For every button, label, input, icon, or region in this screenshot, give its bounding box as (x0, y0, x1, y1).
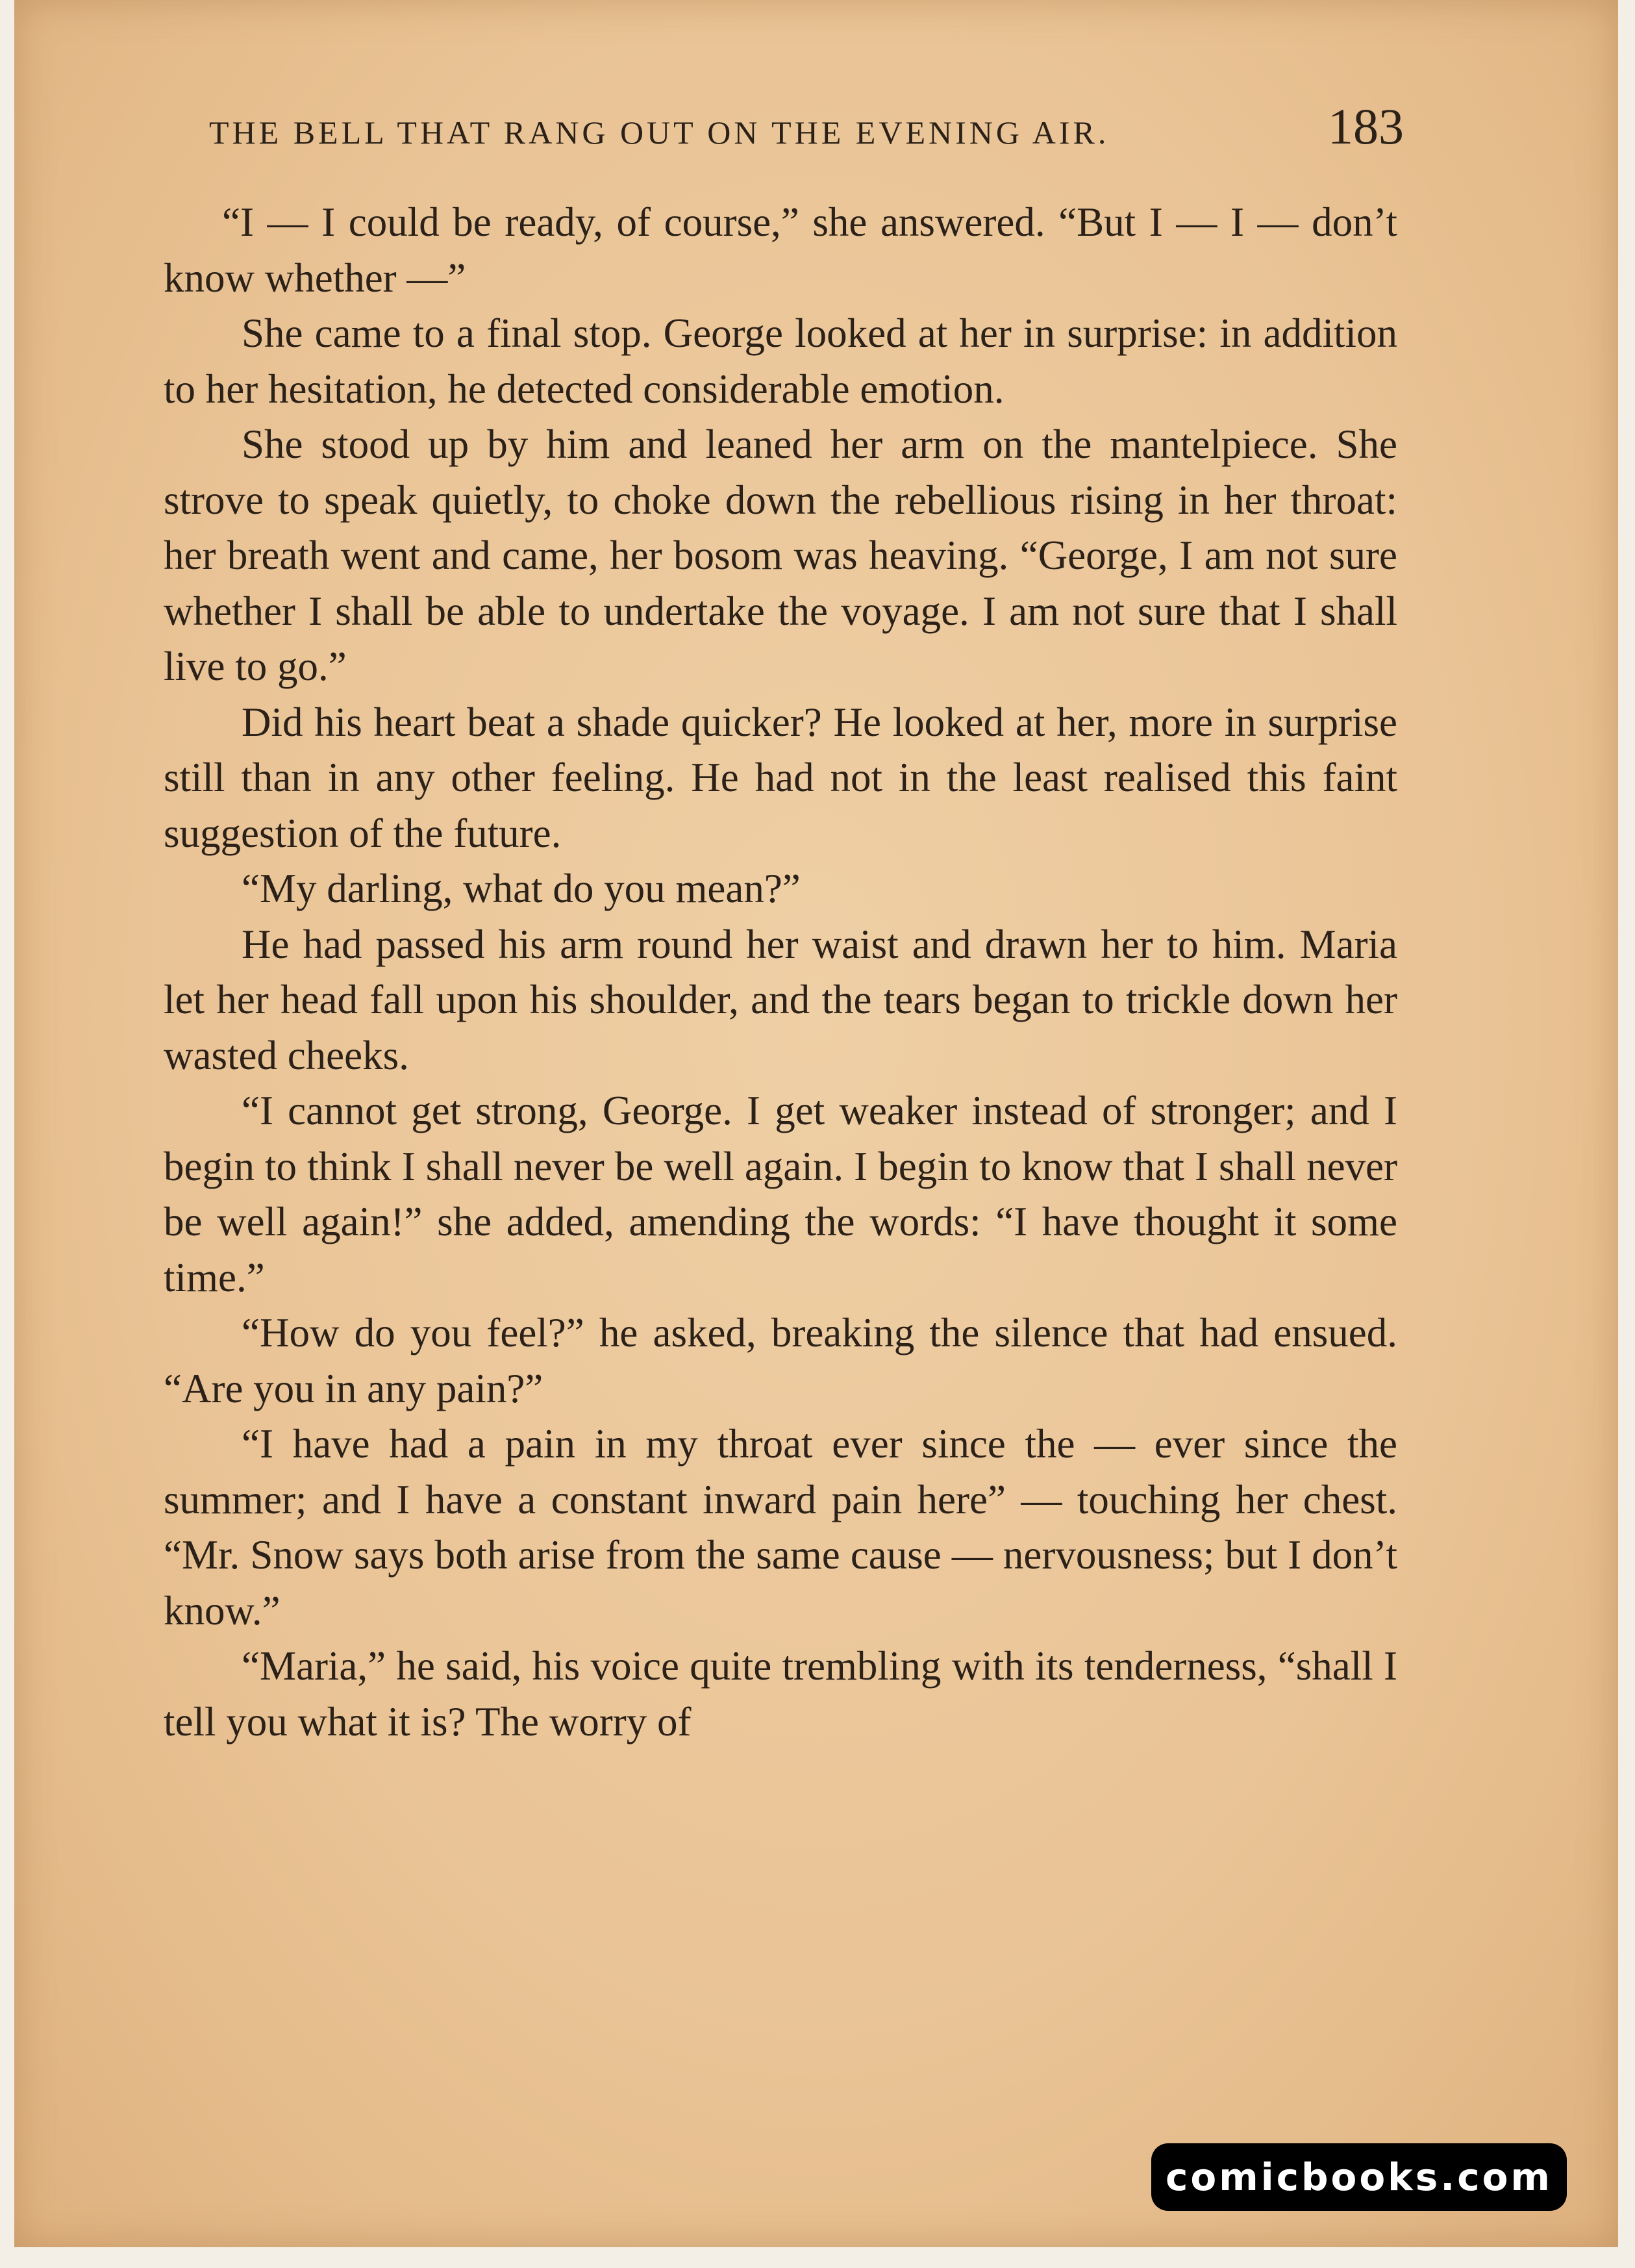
page-number: 183 (1328, 98, 1404, 155)
paragraph: He had passed his arm round her waist and drawn her to him. Maria let her head fall upon his shoulder, and the tears began to trickle down her wasted cheeks. (164, 921, 1397, 1078)
paragraph: She stood up by him and leaned her arm on the mantelpiece. She strove to speak quietly, to choke down the rebellious rising in her throat: her breath went and came, her bosom was heaving. “George, I am not sure whether I shall be able to undertake the voyage. I am not sure that I shall live to go.” (164, 422, 1397, 689)
running-title: THE BELL THAT RANG OUT ON THE EVENING AIR. (209, 114, 1110, 151)
paragraph: “How do you feel?” he asked, breaking the silence that had ensued. “Are you in any pain?” (164, 1310, 1397, 1411)
paragraph: She came to a final stop. George looked at her in surprise: in addition to her hesitation, he detected considerable emotion. (164, 310, 1397, 412)
paragraph: “I have had a pain in my throat ever since the — ever since the summer; and I have a constant inward pain here” — touching her chest. “Mr. Snow says both arise from the same cause — nervousness; but I don’t know.” (164, 1421, 1397, 1633)
paragraph: “I cannot get strong, George. I get weaker instead of stronger; and I begin to think I shall never be well again. I begin to know that I shall never be well again!” she added, amending the words: “I have thought it some time.” (164, 1088, 1397, 1300)
paragraph: “I — I could be ready, of course,” she answered. “But I — I — don’t know whether —” (164, 199, 1397, 301)
book-page (14, 0, 1618, 2247)
site-watermark: comicbooks.com (1151, 2143, 1567, 2211)
paragraph: “My darling, what do you mean?” (242, 866, 801, 911)
paragraph: “Maria,” he said, his voice quite trembling with its tenderness, “shall I tell you what it is? The worry of (164, 1643, 1397, 1745)
page-body (164, 195, 1397, 1750)
paragraph: Did his heart beat a shade quicker? He looked at her, more in surprise still than in any other feeling. He had not in the least realised this faint suggestion of the future. (164, 699, 1397, 856)
page-header (209, 97, 1404, 169)
